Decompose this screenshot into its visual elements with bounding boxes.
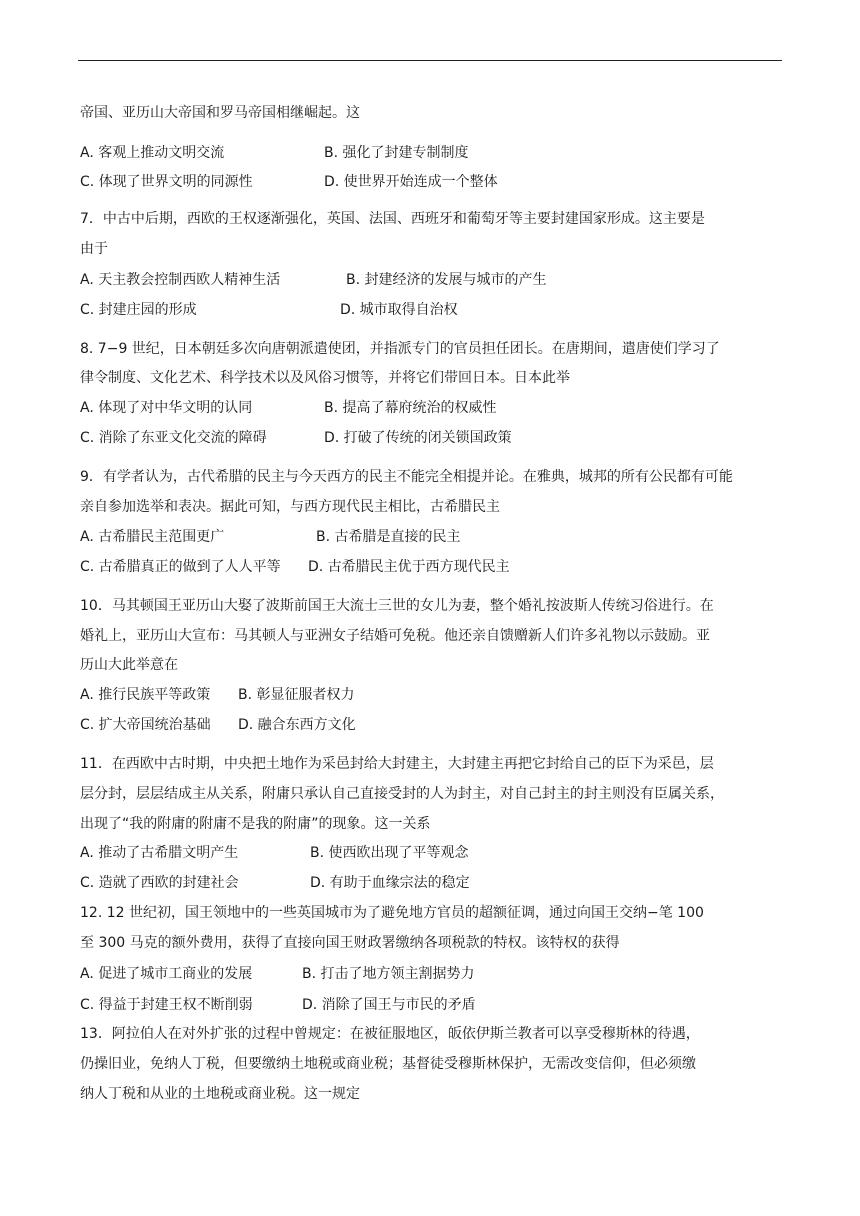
q11-option-a: A. 推动了古希腊文明产生 [80, 845, 239, 861]
q11-option-d: D. 有助于血缘宗法的稳定 [310, 875, 470, 891]
q13-stem-line3: 纳人丁税和从业的土地税或商业税。这一规定 [80, 1086, 360, 1102]
q6-option-d: D. 使世界开始连成一个整体 [324, 174, 498, 190]
q13-stem-line1: 13．阿拉伯人在对外扩张的过程中曾规定：在被征服地区，皈依伊斯兰教者可以享受穆斯林的待遇， [80, 1026, 700, 1042]
q6-option-a: A. 客观上推动文明交流 [80, 145, 225, 161]
q9-option-b: B. 古希腊是直接的民主 [316, 529, 461, 545]
q12-option-c: C. 得益于封建王权不断削弱 [80, 997, 253, 1013]
q10-stem-line1: 10．马其顿国王亚历山大娶了波斯前国王大流士三世的女儿为妻，整个婚礼按波斯人传统习俗进行。在 [80, 598, 714, 614]
q8-option-b: B. 提高了幕府统治的权威性 [324, 400, 497, 416]
q7-option-d: D. 城市取得自治权 [340, 302, 458, 318]
q11-stem-line1: 11．在西欧中古时期，中央把土地作为采邑封给大封建主，大封建主再把它封给自己的臣下为采邑，层 [80, 756, 714, 772]
q10-stem-line2: 婚礼上，亚历山大宣布：马其顿人与亚洲女子结婚可免税。他还亲自馈赠新人们许多礼物以示鼓励。亚 [80, 628, 710, 644]
q8-option-d: D. 打破了传统的闭关锁国政策 [324, 430, 512, 446]
q9-stem-line1: 9．有学者认为，古代希腊的民主与今天西方的民主不能完全相提并论。在雅典，城邦的所有公民都有可能 [80, 469, 733, 485]
q7-stem-line2: 由于 [80, 241, 108, 257]
q9-option-c: C. 古希腊真正的做到了人人平等 [80, 559, 281, 575]
q12-option-d: D. 消除了国王与市民的矛盾 [302, 997, 476, 1013]
q7-option-a: A. 天主教会控制西欧人精神生活 [80, 272, 281, 288]
q9-stem-line2: 亲自参加选举和表决。据此可知，与西方现代民主相比，古希腊民主 [80, 499, 500, 515]
q7-option-b: B. 封建经济的发展与城市的产生 [346, 272, 547, 288]
header-rule [78, 60, 782, 61]
q11-stem-line2: 层分封，层层结成主从关系，附庸只承认自己直接受封的人为封主，对自己封主的封主则没有臣属关系， [80, 786, 724, 802]
question-6-stem-tail: 帝国、亚历山大帝国和罗马帝国相继崛起。这 [80, 105, 360, 121]
q8-stem-line2: 律令制度、文化艺术、科学技术以及风俗习惯等，并将它们带回日本。日本此举 [80, 370, 570, 386]
q11-stem-line3: 出现了“我的附庸的附庸不是我的附庸”的现象。这一关系 [80, 816, 431, 832]
q8-option-a: A. 体现了对中华文明的认同 [80, 400, 253, 416]
q10-option-c: C. 扩大帝国统治基础 [80, 717, 211, 733]
q9-option-d: D. 古希腊民主优于西方现代民主 [308, 559, 510, 575]
q12-stem-line2: 至 300 马克的额外费用，获得了直接向国王财政署缴纳各项税款的特权。该特权的获得 [80, 935, 620, 951]
q11-option-c: C. 造就了西欧的封建社会 [80, 875, 239, 891]
q7-option-c: C. 封建庄园的形成 [80, 302, 197, 318]
q8-stem-line1: 8. 7−9 世纪，日本朝廷多次向唐朝派遣使团，并指派专门的官员担任团长。在唐期间，遣唐使们学习了 [80, 341, 720, 357]
q12-option-b: B. 打击了地方领主割据势力 [302, 966, 475, 982]
q6-option-b: B. 强化了封建专制制度 [324, 145, 469, 161]
q11-option-b: B. 使西欧出现了平等观念 [310, 845, 469, 861]
q9-option-a: A. 古希腊民主范围更广 [80, 529, 225, 545]
q12-option-a: A. 促进了城市工商业的发展 [80, 966, 253, 982]
q7-stem-line1: 7．中古中后期，西欧的王权逐渐强化，英国、法国、西班牙和葡萄牙等主要封建国家形成。这主要是 [80, 211, 705, 227]
q10-option-a: A. 推行民族平等政策 [80, 687, 211, 703]
q8-option-c: C. 消除了东亚文化交流的障碍 [80, 430, 267, 446]
q10-option-d: D. 融合东西方文化 [238, 717, 356, 733]
q10-stem-line3: 历山大此举意在 [80, 657, 178, 673]
q6-option-c: C. 体现了世界文明的同源性 [80, 174, 253, 190]
q12-stem-line1: 12. 12 世纪初，国王领地中的一些英国城市为了避免地方官员的超额征调，通过向国王交纳−笔 100 [80, 905, 704, 921]
q10-option-b: B. 彰显征服者权力 [238, 687, 355, 703]
q13-stem-line2: 仍操旧业，免纳人丁税，但要缴纳土地税或商业税；基督徒受穆斯林保护，无需改变信仰，但必须缴 [80, 1056, 696, 1072]
